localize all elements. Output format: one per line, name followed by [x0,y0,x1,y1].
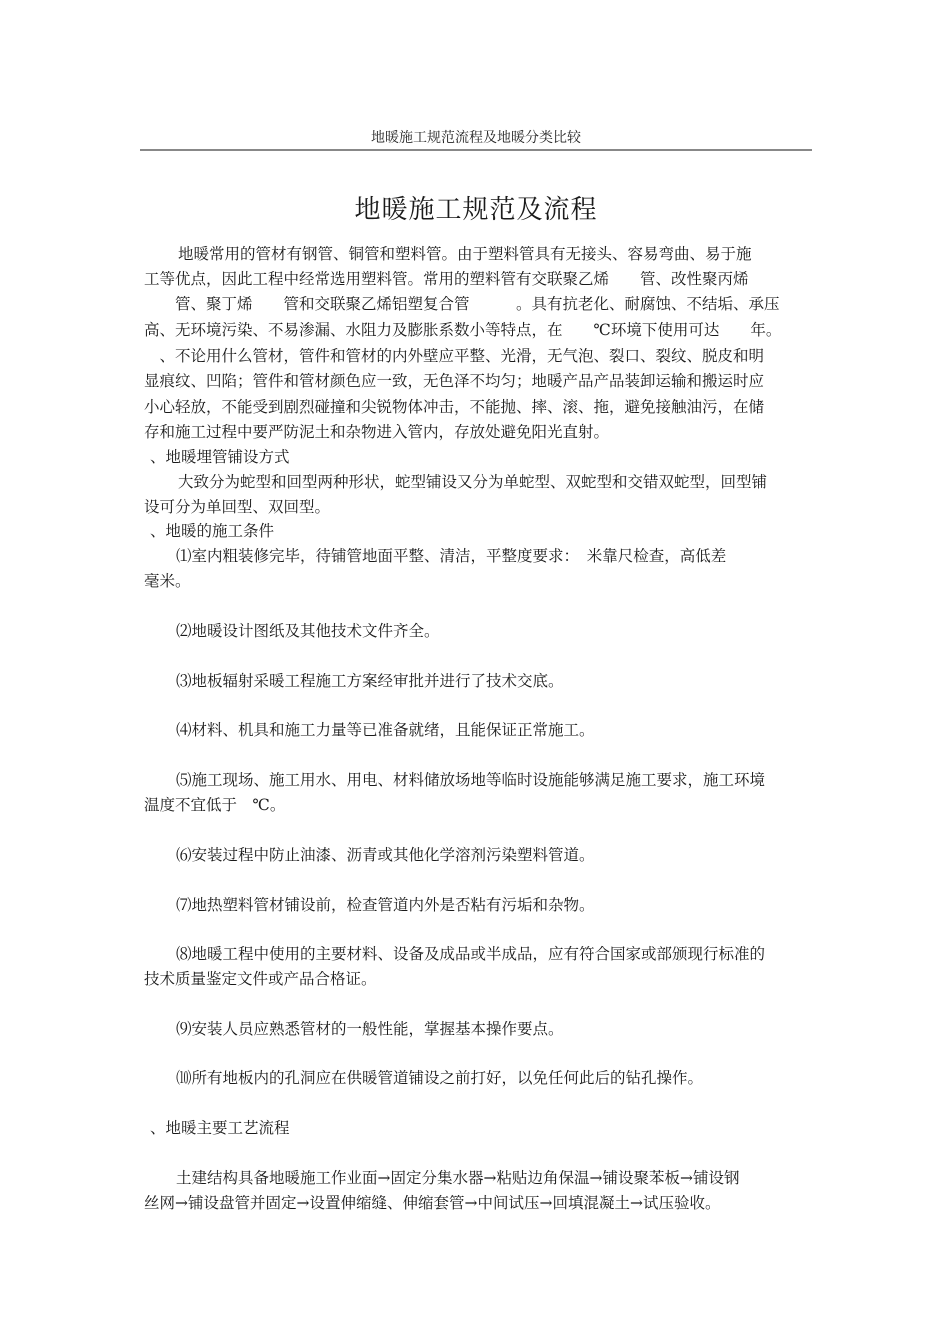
intro-line-1: 地暖常用的管材有钢管、铜管和塑料管。由于塑料管具有无接头、容易弯曲、易于施 [178,245,752,263]
document-title: 地暖施工规范及流程 [354,195,598,225]
condition-1-line-1: ⑴室内粗装修完毕，待铺管地面平整、清洁，平整度要求： 米靠尺检查，高低差 [176,547,727,565]
condition-9: ⑼安装人员应熟悉管材的一般性能，掌握基本操作要点。 [176,1020,564,1038]
item1-line-4: 存和施工过程中要严防泥土和杂物进入管内，存放处避免阳光直射。 [144,423,610,441]
section2-line-1: 大致分为蛇型和回型两种形状，蛇型铺设又分为单蛇型、双蛇型和交错双蛇型，回型铺 [178,473,768,491]
condition-1-line-2: 毫米。 [144,572,191,590]
condition-3: ⑶地板辐射采暖工程施工方案经审批并进行了技术交底。 [176,672,564,690]
item1-line-3: 小心轻放，不能受到剧烈碰撞和尖锐物体冲击，不能抛、摔、滚、拖，避免接触油污，在储 [144,398,765,416]
section4-heading: 、地暖主要工艺流程 [150,1119,290,1137]
process-flow-line-2: 丝网→铺设盘管并固定→设置伸缩缝、伸缩套管→中间试压→回填混凝土→试压验收。 [144,1194,721,1212]
condition-6: ⑹安装过程中防止油漆、沥青或其他化学溶剂污染塑料管道。 [176,846,595,864]
condition-5-line-1: ⑸施工现场、施工用水、用电、材料储放场地等临时设施能够满足施工要求，施工环境 [176,771,766,789]
item1-line-1: 、不论用什么管材，管件和管材的内外壁应平整、光滑，无气泡、裂口、裂纹、脱皮和明 [144,347,765,365]
section2-heading: 、地暖埋管铺设方式 [150,448,290,466]
running-header: 地暖施工规范流程及地暖分类比较 [371,130,581,146]
section2-line-2: 设可分为单回型、双回型。 [144,498,331,516]
header-divider [140,149,812,151]
intro-line-2: 工等优点，因此工程中经常选用塑料管。常用的塑料管有交联聚乙烯 管、改性聚丙烯 [144,270,749,288]
intro-line-3: 管、聚丁烯 管和交联聚乙烯铝塑复合管 。具有抗老化、耐腐蚀、不结垢、承压 [144,295,780,313]
condition-5-line-2: 温度不宜低于 ℃。 [144,796,286,814]
section3-heading: 、地暖的施工条件 [150,522,275,540]
condition-2: ⑵地暖设计图纸及其他技术文件齐全。 [176,622,440,640]
condition-8-line-2: 技术质量鉴定文件或产品合格证。 [144,970,377,988]
condition-10: ⑽所有地板内的孔洞应在供暖管道铺设之前打好，以免任何此后的钻孔操作。 [176,1069,704,1087]
condition-8-line-1: ⑻地暖工程中使用的主要材料、设备及成品或半成品，应有符合国家或部颁现行标准的 [176,945,766,963]
condition-7: ⑺地热塑料管材铺设前，检查管道内外是否粘有污垢和杂物。 [176,896,595,914]
process-flow-line-1: 土建结构具备地暖施工作业面→固定分集水器→粘贴边角保温→铺设聚苯板→铺设钢 [176,1169,740,1187]
condition-4: ⑷材料、机具和施工力量等已准备就绪，且能保证正常施工。 [176,721,595,739]
intro-line-4: 高、无环境污染、不易渗漏、水阻力及膨胀系数小等特点，在 ℃环境下使用可达 年。 [144,321,782,339]
item1-line-2: 显痕纹、凹陷；管件和管材颜色应一致，无色泽不均匀；地暖产品产品装卸运输和搬运时应 [144,372,765,390]
